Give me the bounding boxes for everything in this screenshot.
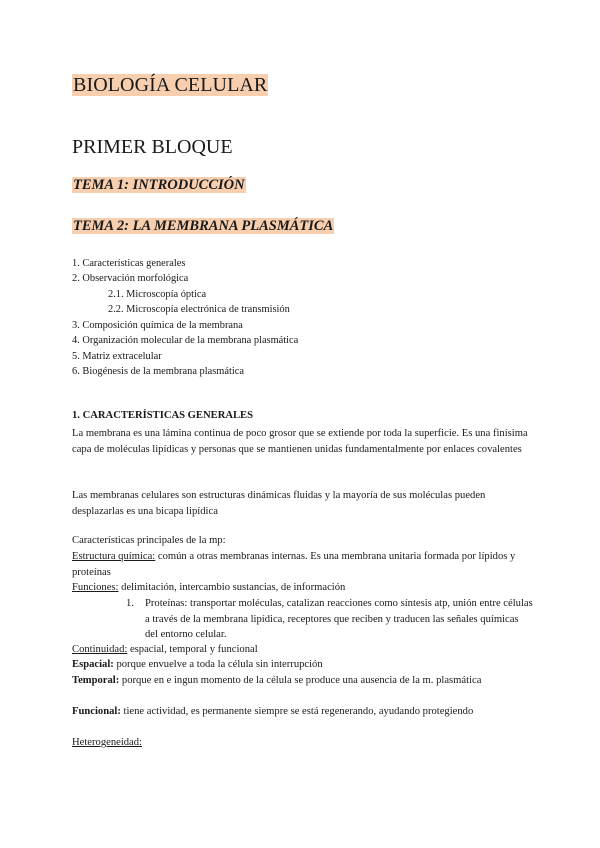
funciones-text: delimitación, intercambio sustancias, de información (118, 582, 346, 593)
funciones-item (72, 580, 532, 596)
section-heading: 1. CARACTERÍSTICAS GENERALES (72, 410, 254, 421)
temporal-text: porque en e ingun momento de la célula se produce una ausencia de la m. plasmática (119, 675, 482, 686)
heterogeneidad-label: Heterogeneidad: (72, 737, 143, 748)
estructura-quimica-item (72, 549, 532, 580)
paragraph-dynamics: Las membranas celulares son estructuras dinámicas fluidas y la mayoría de sus moléculas pueden desplazarlas es una bicapa lipídica (72, 490, 486, 517)
toc-subitem: 2.1. Microscopía óptica (108, 289, 207, 300)
toc-item: 3. Composición química de la membrana (72, 320, 243, 331)
estructura-label: Estructura química: (72, 551, 156, 562)
toc-item: 1. Características generales (72, 258, 186, 269)
estructura-text: común a otras membranas internas. Es una membrana unitaria formada por lípidos y proteínas (72, 551, 516, 578)
toc-subitem: 2.2. Microscopía electrónica de transmisión (108, 304, 290, 315)
toc-item: 4. Organización molecular de la membrana plasmática (72, 335, 299, 346)
block-heading: PRIMER BLOQUE (72, 136, 233, 158)
proteinas-list-item: Proteínas: transportar moléculas, catalizan reacciones como síntesis atp, unión entre células a través de la membrana lipídica, receptores que reciben y traducen las señales químicas del entorno celular. (145, 598, 533, 640)
espacial-text: porque envuelve a toda la célula sin interrupción (113, 659, 323, 670)
toc-item: 6. Biogénesis de la membrana plasmática (72, 366, 244, 377)
funcional-text: tiene actividad, es permanente siempre se está regenerando, ayudando protegiendo (120, 706, 474, 717)
toc-item: 5. Matriz extracelular (72, 351, 162, 362)
continuidad-text: espacial, temporal y funcional (127, 644, 258, 655)
tema1-highlight: TEMA 1: INTRODUCCIÓN (73, 177, 245, 193)
espacial-label: Espacial: (72, 659, 114, 670)
title-highlight: BIOLOGÍA CELULAR (73, 74, 268, 96)
tema2-heading (72, 218, 334, 235)
funcional-label: Funcional: (72, 706, 121, 717)
toc-item: 2. Observación morfológica (72, 273, 189, 284)
continuidad-item (72, 642, 532, 658)
document-title (72, 74, 268, 97)
tema1-heading (72, 177, 246, 194)
temporal-item (72, 673, 492, 689)
paragraph-definition: La membrana es una lámina continua de poco grosor que se extiende por toda la superficie. Es una finísima capa de moléculas lipídicas y personas que se mantienen unidas fundamentalmente por enlaces covalentes (72, 428, 528, 455)
funcional-item (72, 704, 492, 720)
funciones-label: Funciones: (72, 582, 119, 593)
heterogeneidad-item (72, 735, 532, 751)
paragraph-characteristics-intro: Características principales de la mp: (72, 535, 226, 546)
espacial-item (72, 657, 532, 673)
temporal-label: Temporal: (72, 675, 120, 686)
continuidad-label: Continuidad: (72, 644, 128, 655)
list-number: 1. (126, 598, 134, 609)
tema2-highlight: TEMA 2: LA MEMBRANA PLASMÁTICA (73, 218, 334, 234)
